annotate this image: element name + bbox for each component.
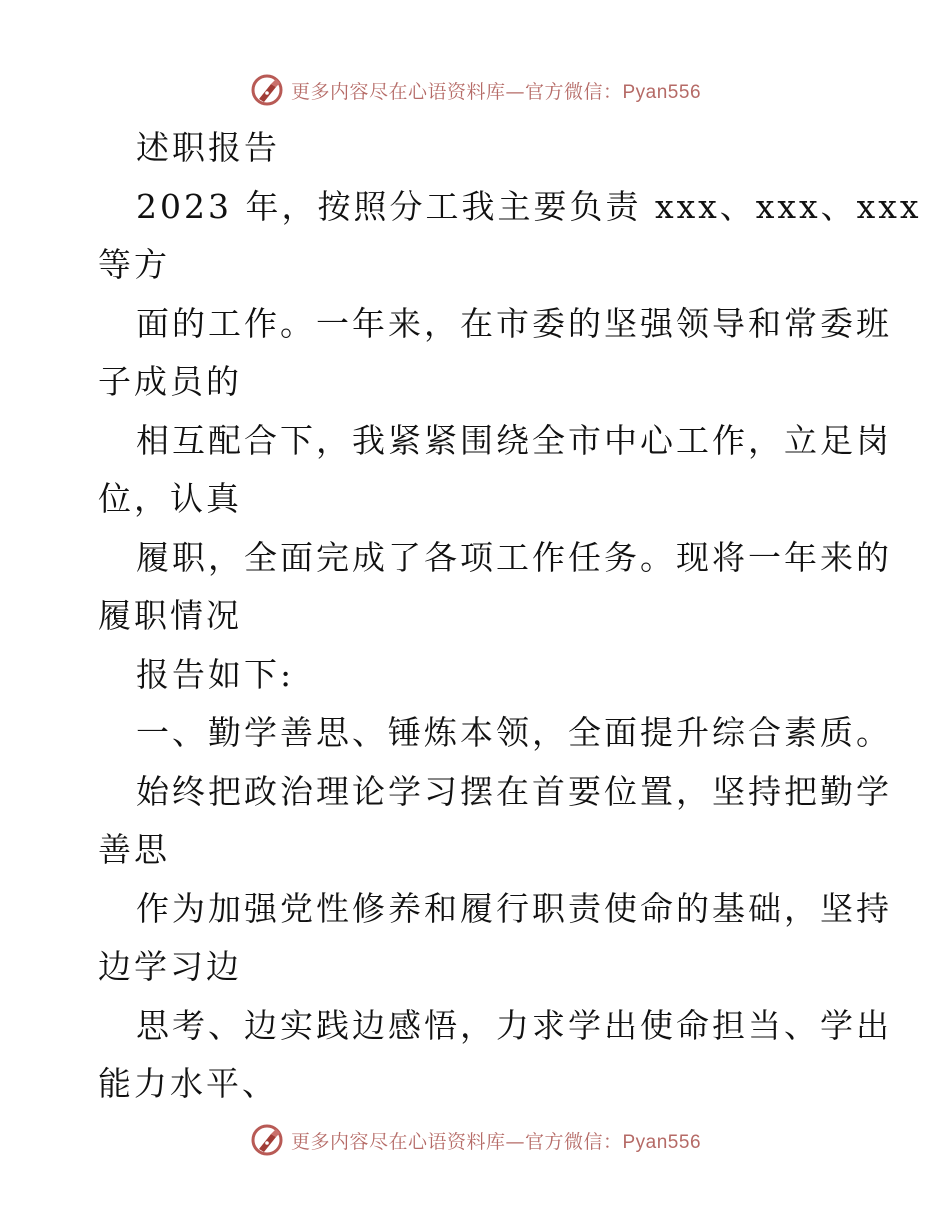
paragraph-line: 履职情况 bbox=[98, 596, 242, 635]
paragraph-line: 2023 年，按照分工我主要负责 xxx、xxx、xxx bbox=[136, 186, 922, 226]
document-body bbox=[98, 119, 922, 1114]
banner-text: 更多内容尽在心语资料库—官方微信：Pyan556 bbox=[290, 1130, 702, 1153]
paragraph-line: 边学习边 bbox=[98, 947, 242, 986]
pen-nib-circle-icon bbox=[249, 72, 285, 108]
paragraph-line: 善思 bbox=[98, 830, 170, 869]
paragraph-line: 作为加强党性修养和履行职责使命的基础，坚持 bbox=[136, 888, 892, 928]
banner-text: 更多内容尽在心语资料库—官方微信：Pyan556 bbox=[290, 80, 702, 103]
section-heading: 一、勤学善思、锤炼本领，全面提升综合素质。 bbox=[136, 713, 892, 752]
wechat-id: Pyan556 bbox=[622, 1131, 702, 1153]
paragraph-line: 位，认真 bbox=[98, 479, 242, 518]
paragraph-line: 子成员的 bbox=[98, 362, 242, 401]
paragraph-line: 等方 bbox=[98, 245, 170, 284]
paragraph-line: 面的工作。一年来，在市委的坚强领导和常委班 bbox=[136, 303, 892, 343]
footer-banner bbox=[0, 1118, 950, 1162]
header-banner bbox=[0, 68, 950, 112]
paragraph-line: 思考、边实践边感悟，力求学出使命担当、学出 bbox=[136, 1005, 892, 1045]
paragraph-line: 履职，全面完成了各项工作任务。现将一年来的 bbox=[136, 537, 892, 577]
paragraph-line: 能力水平、 bbox=[98, 1064, 278, 1103]
wechat-id: Pyan556 bbox=[622, 81, 702, 103]
paragraph-line: 报告如下: bbox=[136, 654, 295, 694]
pen-nib-circle-icon bbox=[249, 1122, 285, 1158]
paragraph-line: 始终把政治理论学习摆在首要位置，坚持把勤学 bbox=[136, 771, 892, 811]
doc-title: 述职报告 bbox=[136, 128, 280, 167]
paragraph-line: 相互配合下，我紧紧围绕全市中心工作，立足岗 bbox=[136, 420, 892, 460]
